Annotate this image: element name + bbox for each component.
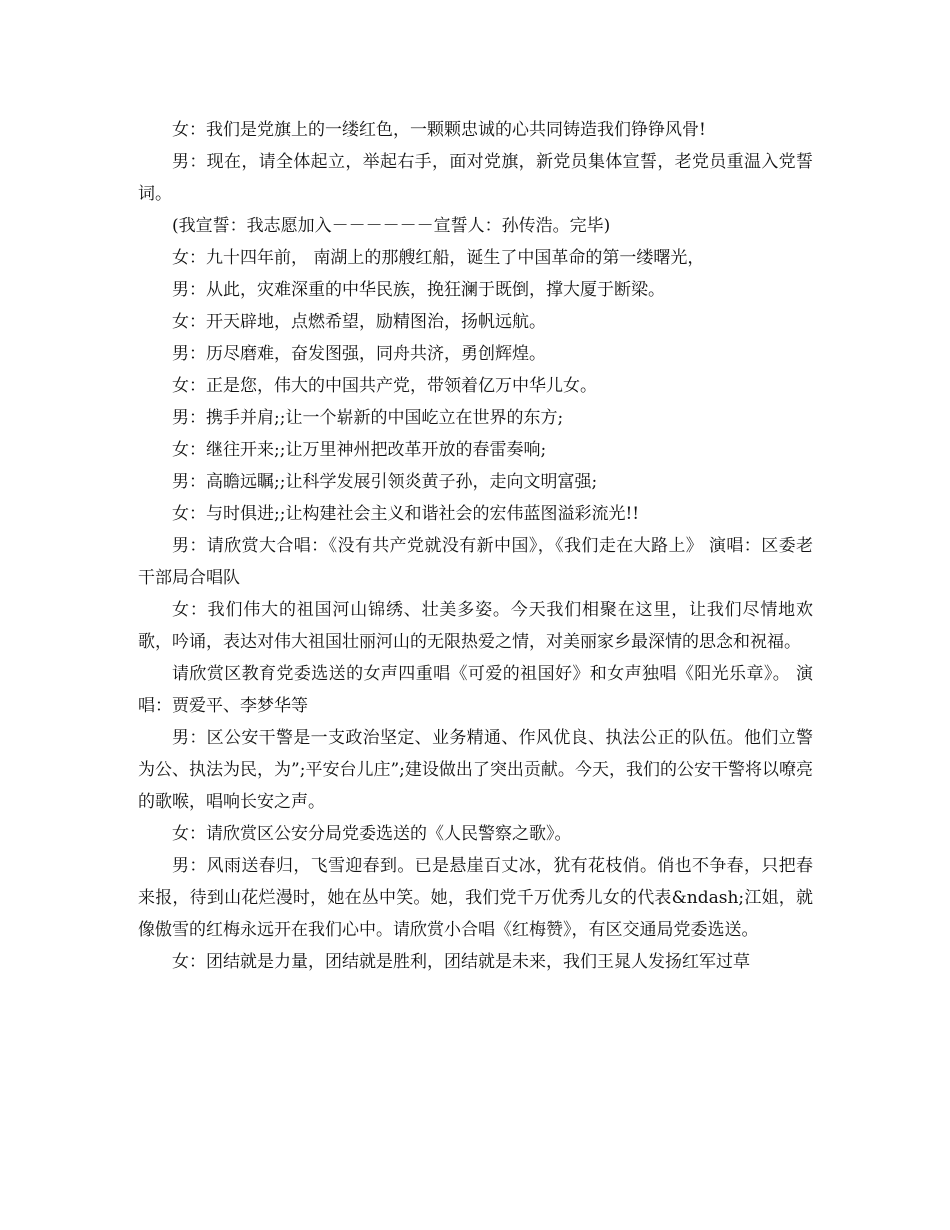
paragraph-7: 男：历尽磨难，奋发图强，同舟共济，勇创辉煌。 — [172, 344, 546, 364]
paragraph-9: 男：携手并肩;;让一个崭新的中国屹立在世界的东方; — [172, 408, 564, 428]
paragraph-4: 女：九十四年前， 南湖上的那艘红船，诞生了中国革命的第一缕曙光， — [172, 248, 705, 268]
paragraph-17: 女：请欣赏区公安分局党委选送的《人民警察之歌》。 — [172, 824, 572, 844]
document-body — [138, 114, 813, 978]
paragraph-12: 女：与时俱进;;让构建社会主义和谐社会的宏伟蓝图溢彩流光!! — [172, 504, 640, 524]
paragraph-13: 男：请欣赏大合唱：《没有共产党就没有新中国》，《我们走在大路上》 演唱：区委老干部局合唱队 — [138, 536, 813, 588]
paragraph-18: 男：风雨送春归，飞雪迎春到。已是悬崖百丈冰，犹有花枝俏。俏也不争春，只把春来报，待到山花烂漫时，她在丛中笑。她，我们党千万优秀儿女的代表&ndash;江姐，就像傲雪的红梅永远开在我们心中。请欣赏小合唱《红梅赞》，有区交通局党委选送。 — [138, 856, 813, 940]
paragraph-5: 男：从此，灾难深重的中华民族，挽狂澜于既倒，撑大厦于断梁。 — [172, 280, 665, 300]
paragraph-15: 请欣赏区教育党委选送的女声四重唱《可爱的祖国好》和女声独唱《阳光乐章》。 演唱：贾爱平、李梦华等 — [138, 664, 813, 716]
paragraph-11: 男：高瞻远瞩;;让科学发展引领炎黄子孙，走向文明富强; — [172, 472, 598, 492]
paragraph-19: 女：团结就是力量，团结就是胜利，团结就是未来，我们王晁人发扬红军过草 — [172, 952, 750, 972]
paragraph-6: 女：开天辟地，点燃希望，励精图治，扬帆远航。 — [172, 312, 546, 332]
paragraph-1: 女：我们是党旗上的一缕红色，一颗颗忠诚的心共同铸造我们铮铮风骨! — [172, 120, 706, 140]
paragraph-10: 女：继往开来;;让万里神州把改革开放的春雷奏响; — [172, 440, 547, 460]
paragraph-3: (我宣誓：我志愿加入－－－－－－宣誓人：孙传浩。完毕) — [172, 216, 611, 236]
paragraph-2: 男：现在，请全体起立，举起右手，面对党旗，新党员集体宣誓，老党员重温入党誓词。 — [138, 152, 813, 204]
paragraph-16: 男：区公安干警是一支政治坚定、业务精通、作风优良、执法公正的队伍。他们立警为公、执法为民，为”;平安台儿庄”;建设做出了突出贡献。今天，我们的公安干警将以嘹亮的歌喉，唱响长安之声。 — [138, 728, 813, 812]
paragraph-8: 女：正是您，伟大的中国共产党，带领着亿万中华儿女。 — [172, 376, 597, 396]
paragraph-14: 女：我们伟大的祖国河山锦绣、壮美多姿。今天我们相聚在这里，让我们尽情地欢歌，吟诵，表达对伟大祖国壮丽河山的无限热爱之情，对美丽家乡最深情的思念和祝福。 — [138, 600, 813, 652]
